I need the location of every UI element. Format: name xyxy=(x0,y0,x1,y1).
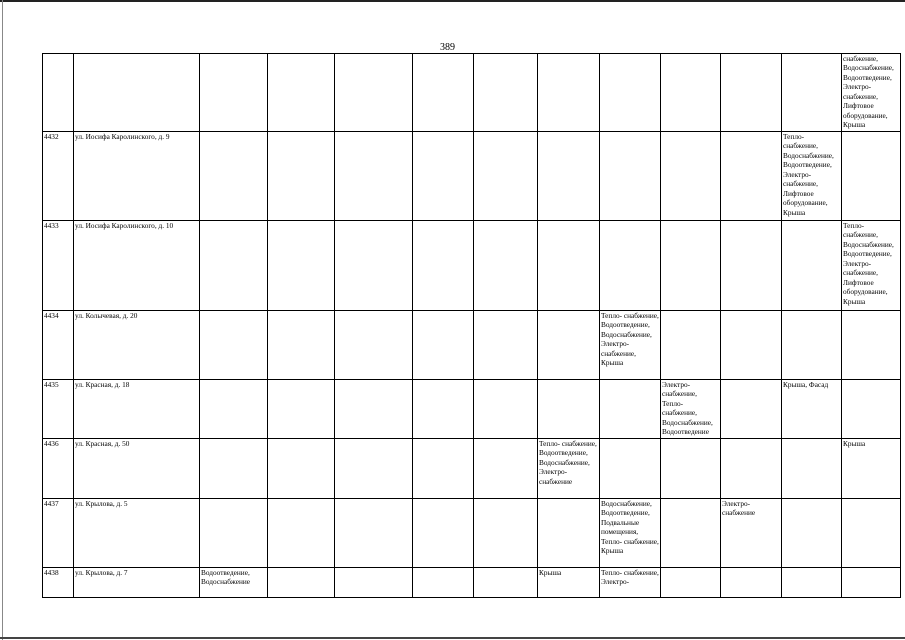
work-type-cell xyxy=(600,380,661,439)
work-type-cell xyxy=(413,54,474,132)
work-type-cell xyxy=(335,568,413,598)
work-type-cell xyxy=(721,311,782,380)
work-type-cell xyxy=(200,499,268,568)
work-type-cell: Крыша xyxy=(538,568,600,598)
work-type-cell xyxy=(538,311,600,380)
table-row xyxy=(43,439,901,499)
scan-top-edge xyxy=(0,0,905,2)
work-type-cell xyxy=(200,439,268,499)
work-type-cell xyxy=(721,439,782,499)
work-type-cell xyxy=(842,568,901,598)
work-type-cell xyxy=(842,132,901,221)
address-cell: ул. Крылова, д. 5 xyxy=(74,499,200,568)
table-row xyxy=(43,311,901,380)
work-type-cell: Водоснабжение, Водоотведение, Подвальные помещения, Тепло- снабжение, Крыша xyxy=(600,499,661,568)
work-type-cell xyxy=(538,499,600,568)
work-type-cell xyxy=(721,380,782,439)
table-row xyxy=(43,499,901,568)
work-type-cell: Электро- снабжение, Тепло- снабжение, Водоснабжение, Водоотведение xyxy=(661,380,721,439)
work-type-cell: Тепло- снабжение, Водоотведение, Водоснабжение, Электро- снабжение xyxy=(538,439,600,499)
table-row xyxy=(43,132,901,221)
row-number: 4437 xyxy=(43,499,74,568)
work-type-cell xyxy=(661,221,721,311)
row-number: 4436 xyxy=(43,439,74,499)
work-type-cell xyxy=(474,380,538,439)
work-type-cell xyxy=(268,439,335,499)
work-type-cell xyxy=(268,54,335,132)
work-type-cell xyxy=(268,311,335,380)
work-type-cell xyxy=(782,499,842,568)
work-type-cell: Тепло- снабжение, Водоснабжение, Водоотведение, Электро- снабжение, Лифтовое оборудование, Крыша xyxy=(842,221,901,311)
table-row xyxy=(43,568,901,598)
address-cell: ул. Иосифа Каролинского, д. 10 xyxy=(74,221,200,311)
row-number: 4438 xyxy=(43,568,74,598)
work-type-cell xyxy=(474,439,538,499)
work-type-cell xyxy=(661,132,721,221)
work-type-cell xyxy=(600,439,661,499)
work-type-cell xyxy=(721,132,782,221)
scan-left-edge xyxy=(2,0,3,640)
work-type-cell xyxy=(782,54,842,132)
work-type-cell xyxy=(413,132,474,221)
work-type-cell xyxy=(200,54,268,132)
work-type-cell xyxy=(600,221,661,311)
work-type-cell: снабжение, Водоснабжение, Водоотведение, Электро- снабжение, Лифтовое оборудование, Крыша xyxy=(842,54,901,132)
work-type-cell xyxy=(782,439,842,499)
work-type-cell xyxy=(413,311,474,380)
work-type-cell xyxy=(538,54,600,132)
work-type-cell xyxy=(474,568,538,598)
table-row xyxy=(43,380,901,439)
scan-bottom-edge xyxy=(0,637,905,639)
work-type-cell xyxy=(721,54,782,132)
work-type-cell xyxy=(335,132,413,221)
address-cell: ул. Красная, д. 50 xyxy=(74,439,200,499)
work-type-cell xyxy=(661,54,721,132)
work-type-cell xyxy=(474,311,538,380)
work-type-cell xyxy=(600,54,661,132)
work-type-cell: Водоотведение, Водоснабжение xyxy=(200,568,268,598)
work-type-cell xyxy=(842,311,901,380)
row-number: 4435 xyxy=(43,380,74,439)
work-type-cell xyxy=(413,221,474,311)
work-type-cell xyxy=(413,439,474,499)
address-cell: ул. Крылова, д. 7 xyxy=(74,568,200,598)
work-type-cell: Тепло- снабжение, Электро- xyxy=(600,568,661,598)
work-type-cell: Крыша xyxy=(842,439,901,499)
work-type-cell xyxy=(268,499,335,568)
work-type-cell xyxy=(413,499,474,568)
work-type-cell xyxy=(721,568,782,598)
work-type-cell: Тепло- снабжение, Водоснабжение, Водоотведение, Электро- снабжение, Лифтовое оборудование, Крыша xyxy=(782,132,842,221)
address-cell: ул. Колычевая, д. 20 xyxy=(74,311,200,380)
work-type-cell xyxy=(200,132,268,221)
work-type-cell xyxy=(200,311,268,380)
work-type-cell xyxy=(335,221,413,311)
work-type-cell xyxy=(842,499,901,568)
row-number xyxy=(43,54,74,132)
work-type-cell xyxy=(268,380,335,439)
work-type-cell xyxy=(474,54,538,132)
address-cell xyxy=(74,54,200,132)
work-type-cell xyxy=(721,221,782,311)
table-row xyxy=(43,54,901,132)
work-type-cell: Электро- снабжение xyxy=(721,499,782,568)
work-type-cell xyxy=(200,380,268,439)
work-type-cell xyxy=(335,311,413,380)
work-type-cell xyxy=(268,132,335,221)
work-type-cell xyxy=(538,221,600,311)
work-type-cell xyxy=(661,568,721,598)
work-type-cell xyxy=(413,380,474,439)
page-number: 389 xyxy=(440,42,455,53)
work-type-cell xyxy=(661,499,721,568)
work-type-cell xyxy=(413,568,474,598)
address-cell: ул. Красная, д. 18 xyxy=(74,380,200,439)
work-type-cell xyxy=(474,221,538,311)
work-type-cell xyxy=(538,380,600,439)
work-type-cell xyxy=(600,132,661,221)
work-type-cell xyxy=(661,439,721,499)
row-number: 4432 xyxy=(43,132,74,221)
row-number: 4433 xyxy=(43,221,74,311)
address-cell: ул. Иосифа Каролинского, д. 9 xyxy=(74,132,200,221)
work-type-cell xyxy=(335,499,413,568)
work-type-cell xyxy=(268,568,335,598)
work-type-cell xyxy=(335,439,413,499)
work-type-cell xyxy=(268,221,335,311)
work-type-cell xyxy=(474,499,538,568)
work-type-cell xyxy=(335,54,413,132)
work-type-cell xyxy=(782,311,842,380)
work-type-cell xyxy=(538,132,600,221)
work-type-cell xyxy=(842,380,901,439)
work-type-cell xyxy=(782,221,842,311)
work-type-cell xyxy=(335,380,413,439)
work-type-cell: Тепло- снабжение, Водоотведение, Водоснабжение, Электро- снабжение, Крыша xyxy=(600,311,661,380)
work-type-cell xyxy=(200,221,268,311)
repair-schedule-table xyxy=(42,53,901,598)
work-type-cell xyxy=(661,311,721,380)
work-type-cell: Крыша, Фасад xyxy=(782,380,842,439)
table-row xyxy=(43,221,901,311)
row-number: 4434 xyxy=(43,311,74,380)
work-type-cell xyxy=(474,132,538,221)
work-type-cell xyxy=(782,568,842,598)
